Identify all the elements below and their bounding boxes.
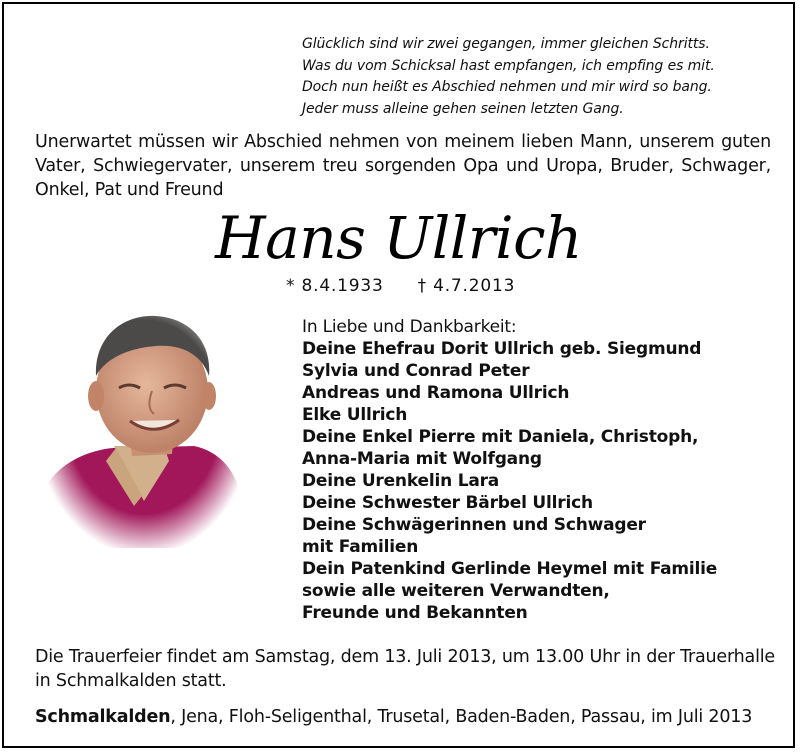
- service-line: Die Trauerfeier findet am Samstag, dem 13. Juli 2013, um 13.00 Uhr in der Trauerhalle: [35, 647, 775, 667]
- survivors-lead: In Liebe und Dankbarkeit:: [302, 317, 517, 337]
- survivor-line: Andreas und Ramona Ullrich: [302, 383, 570, 403]
- footer-places-date: , Jena, Floh-Seligenthal, Trusetal, Baden-Baden, Passau, im Juli 2013: [170, 707, 753, 727]
- service-line: in Schmalkalden statt.: [35, 671, 227, 691]
- intro-line: Onkel, Pat und Freund: [35, 180, 224, 200]
- survivor-line: mit Familien: [302, 537, 419, 557]
- portrait-photo: [44, 296, 244, 548]
- death-date: † 4.7.2013: [417, 276, 516, 296]
- survivor-line: Deine Ehefrau Dorit Ullrich geb. Siegmund: [302, 339, 702, 359]
- intro-line: Vater, Schwiegervater, unserem treu sorgenden Opa und Uropa, Bruder, Schwager,: [35, 156, 771, 176]
- poem-line: Was du vom Schicksal hast empfangen, ich empfing es mit.: [302, 57, 715, 74]
- survivor-line: Dein Patenkind Gerlinde Heymel mit Familie: [302, 559, 718, 579]
- survivor-line: Deine Schwester Bärbel Ullrich: [302, 493, 593, 513]
- funeral-service-text: [35, 645, 775, 693]
- life-dates: [286, 274, 515, 298]
- intro-text: [35, 130, 771, 202]
- poem-line: Doch nun heißt es Abschied nehmen und mir wird so bang.: [302, 79, 712, 95]
- intro-line: Unerwartet müssen wir Abschied nehmen von meinem lieben Mann, unserem guten: [35, 132, 771, 152]
- survivor-line: Elke Ullrich: [302, 405, 408, 425]
- survivor-line: Deine Schwägerinnen und Schwager: [302, 515, 646, 535]
- footer-place: Schmalkalden: [35, 707, 171, 727]
- obituary-notice: [2, 2, 795, 748]
- place-date-line: [35, 705, 752, 729]
- poem: [302, 34, 715, 120]
- survivor-line: Deine Enkel Pierre mit Daniela, Christoph,: [302, 427, 699, 447]
- poem-line: Glücklich sind wir zwei gegangen, immer gleichen Schritts.: [302, 36, 710, 52]
- survivor-line: Anna-Maria mit Wolfgang: [302, 449, 542, 469]
- survivors-list: [302, 316, 717, 624]
- survivor-line: Sylvia und Conrad Peter: [302, 361, 530, 381]
- survivor-line: Deine Urenkelin Lara: [302, 471, 500, 491]
- deceased-name: Hans Ullrich: [215, 204, 582, 272]
- birth-date: * 8.4.1933: [286, 276, 384, 296]
- poem-line: Jeder muss alleine gehen seinen letzten Gang.: [302, 100, 624, 117]
- survivor-line: Freunde und Bekannten: [302, 603, 528, 623]
- survivor-line: sowie alle weiteren Verwandten,: [302, 581, 610, 601]
